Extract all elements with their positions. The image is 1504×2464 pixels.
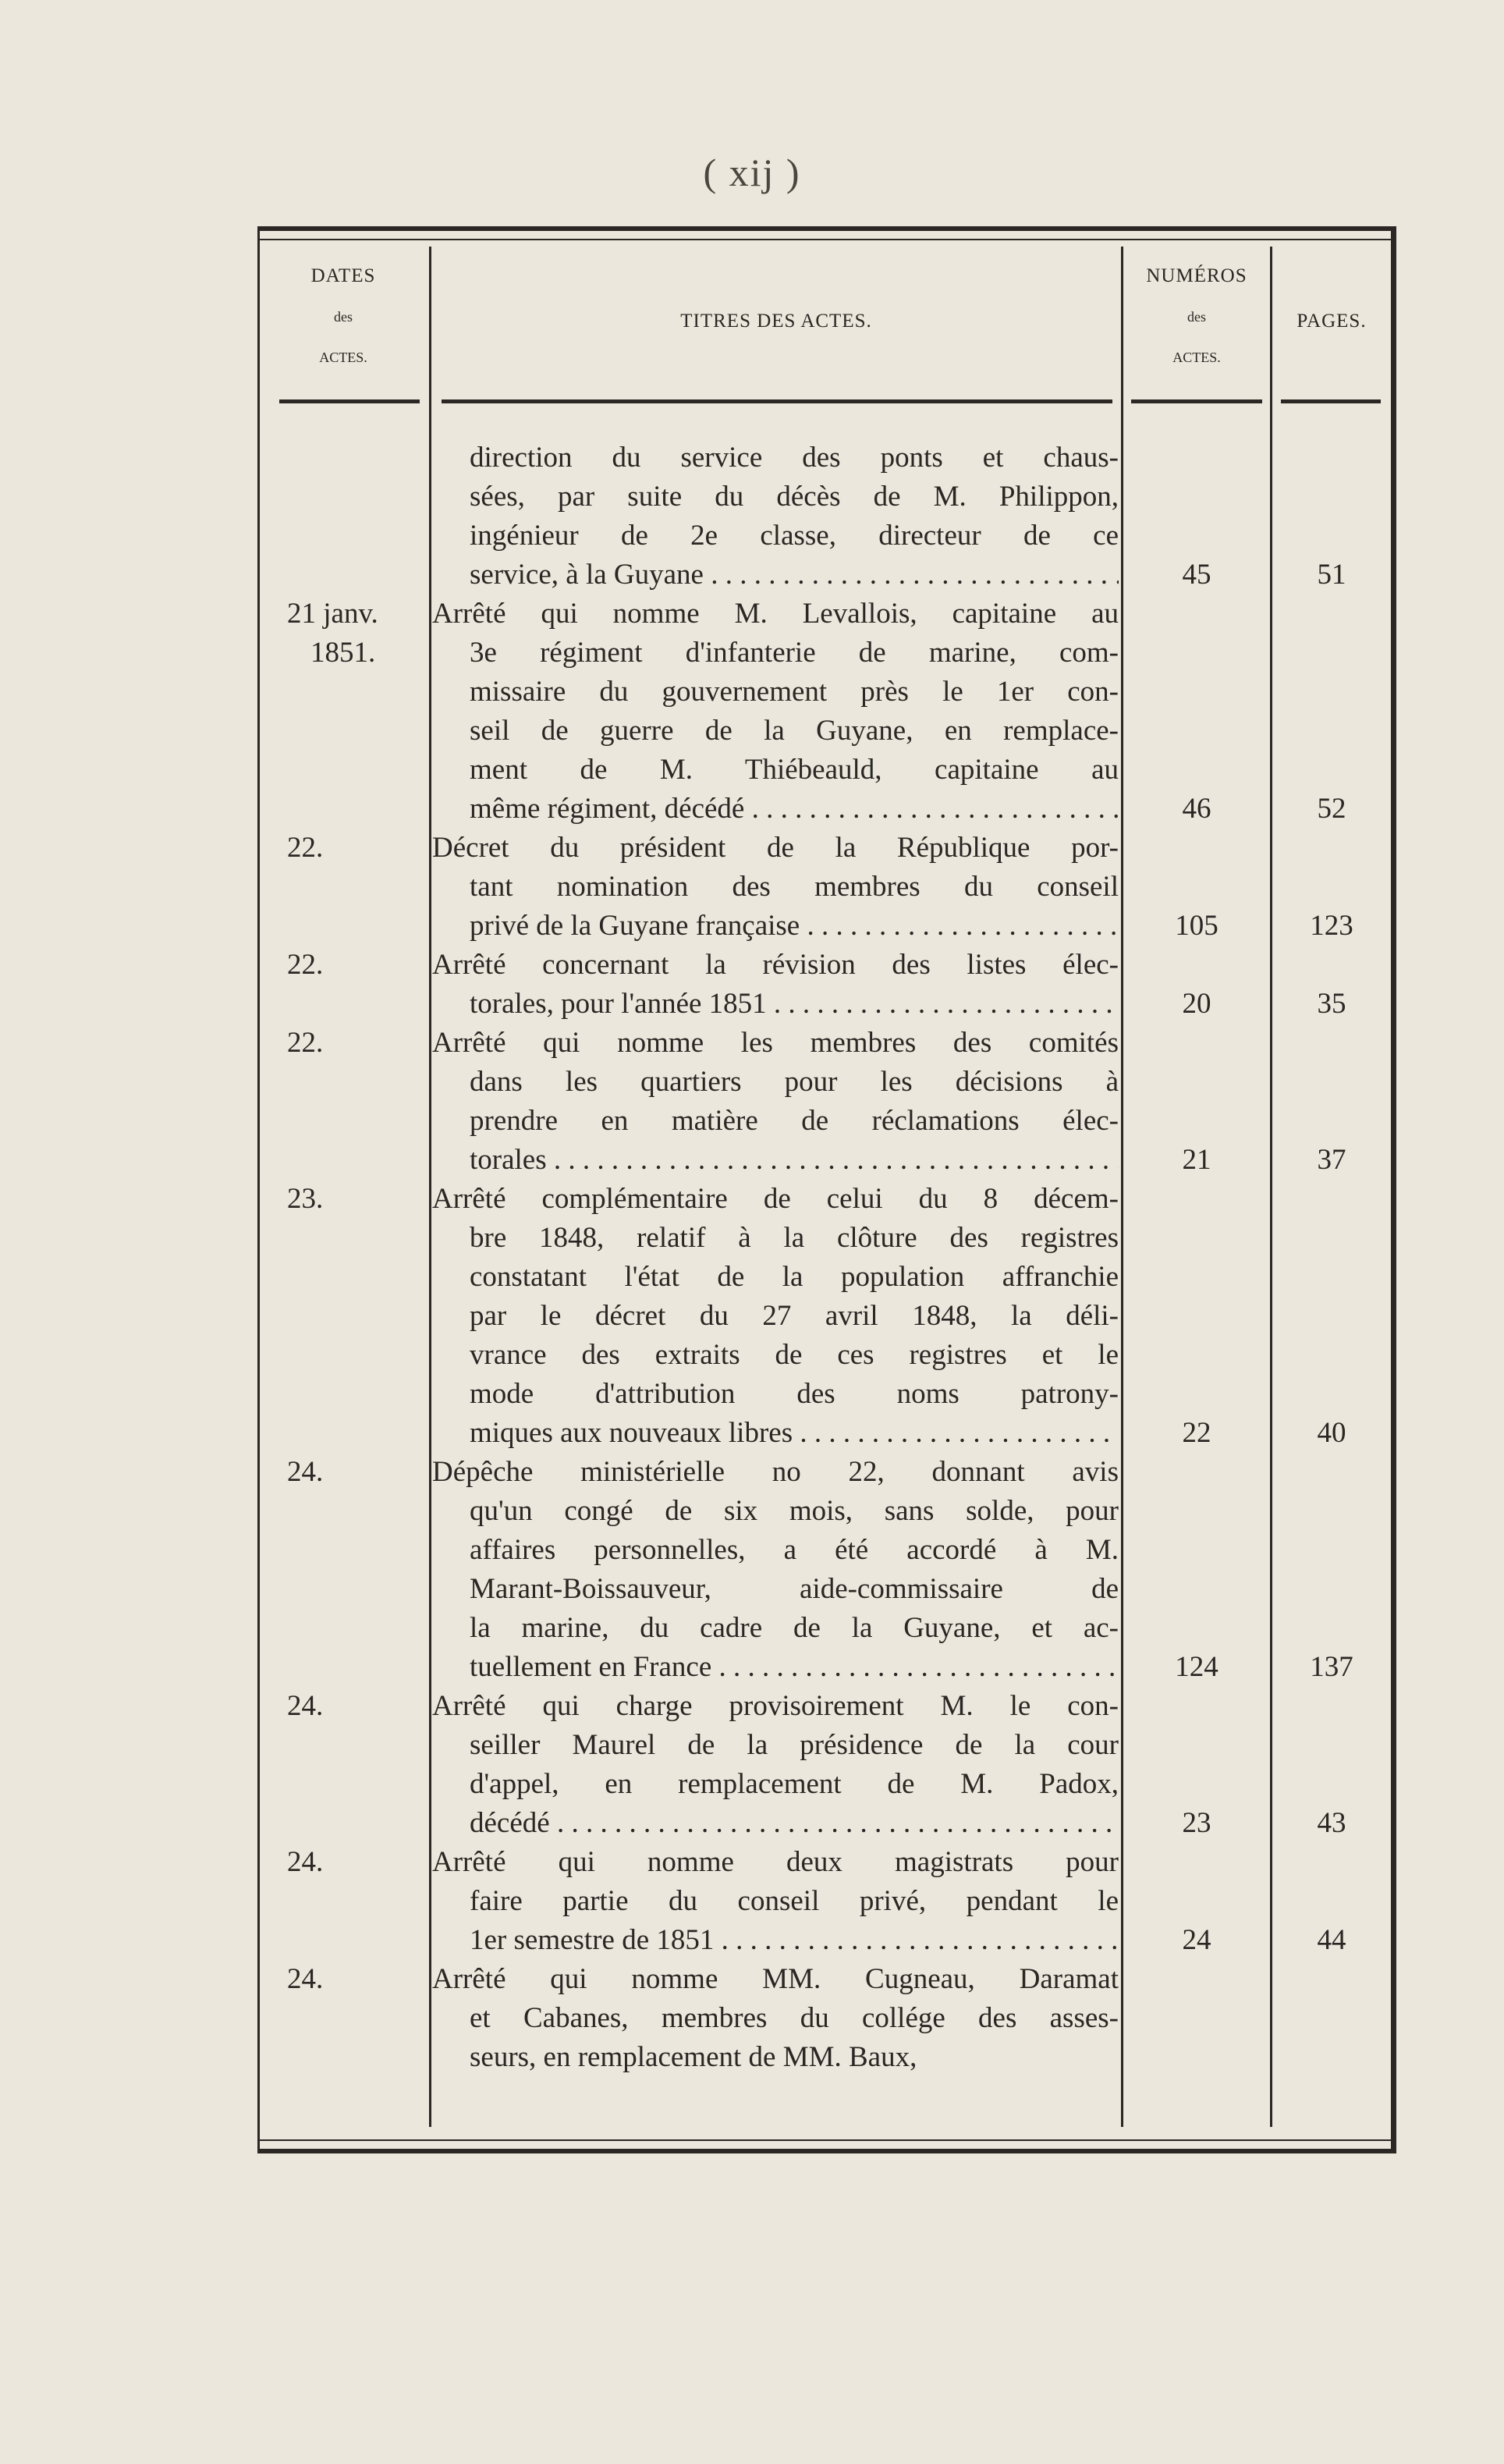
row-title-line (432, 829, 1119, 868)
row-act-number: 21 (1182, 1144, 1211, 1176)
row-title-line (432, 1375, 1119, 1414)
row-date-line: 24. (287, 1690, 324, 1722)
row-title-line (432, 1570, 1119, 1609)
row-page-number: 43 (1317, 1807, 1346, 1839)
table-right-border (1391, 226, 1396, 2153)
row-title-line (432, 907, 1119, 946)
table-top-rule (257, 226, 1396, 240)
row-title-line (432, 712, 1119, 751)
row-title-text: 1er semestre de 1851 (470, 1924, 715, 1956)
row-title-text: la marine, du cadre de la Guyane, et ac- (470, 1612, 1119, 1644)
row-title-line (432, 2038, 1119, 2077)
leader-dots (704, 559, 1119, 591)
row-title-text: privé de la Guyane française (470, 910, 800, 942)
row-title-line (432, 1024, 1119, 1063)
leader-dots (711, 1651, 1119, 1683)
column-divider-dates (429, 247, 431, 2127)
row-title-text: seil de guerre de la Guyane, en remplace- (470, 715, 1119, 747)
header-dates (257, 265, 429, 390)
header-numbers-line2: des (1187, 309, 1206, 325)
row-page-number: 40 (1317, 1417, 1346, 1449)
leader-dots (767, 988, 1119, 1020)
row-date-line: 22. (287, 1027, 324, 1059)
row-title-text: seiller Maurel de la présidence de la cour (470, 1729, 1119, 1761)
leader-dots (800, 910, 1119, 942)
acts-table (257, 226, 1396, 2153)
row-date-line (287, 1882, 427, 1921)
row-date-line (287, 868, 427, 907)
row-title-line (432, 1960, 1119, 1999)
row-title-text: 3e régiment d'infanterie de marine, com- (470, 637, 1119, 669)
header-underline-numbers (1131, 399, 1262, 403)
row-title-text: Arrêté qui nomme MM. Cugneau, Daramat (432, 1963, 1119, 1995)
row-title-line (432, 1843, 1119, 1882)
row-date-line (287, 1492, 427, 1531)
row-title-text: Arrêté complémentaire de celui du 8 décem- (432, 1183, 1119, 1215)
row-date-line: 1851. (310, 637, 376, 669)
row-title-line (432, 1999, 1119, 2038)
row-title-text: affaires personnelles, a été accordé à M. (470, 1534, 1119, 1566)
row-title-text: missaire du gouvernement près le 1er con- (470, 676, 1119, 708)
row-title-text: Arrêté qui nomme deux magistrats pour (432, 1846, 1119, 1878)
row-title-text: torales, pour l'année 1851 (470, 988, 767, 1020)
row-act-number: 24 (1182, 1924, 1211, 1956)
row-title-line (432, 1102, 1119, 1141)
row-title-line (432, 517, 1119, 556)
row-date (287, 1687, 427, 1765)
row-act-number: 124 (1175, 1651, 1218, 1683)
row-date-line (287, 1063, 427, 1102)
row-act-number: 105 (1175, 910, 1218, 942)
row-title-text: décédé (470, 1807, 550, 1839)
row-act-number: 23 (1182, 1807, 1211, 1839)
row-title-text: mode d'attribution des noms patrony- (470, 1378, 1119, 1410)
row-title-text: même régiment, décédé (470, 793, 745, 825)
leader-dots (550, 1807, 1119, 1839)
row-title-line (432, 1180, 1119, 1219)
row-title-text: bre 1848, relatif à la clôture des registres (470, 1222, 1119, 1254)
row-act-number: 46 (1182, 793, 1211, 825)
header-pages: PAGES. (1296, 311, 1367, 332)
row-title-line (432, 1609, 1119, 1648)
row-title-line (432, 1648, 1119, 1687)
row-date-line: 24. (287, 1963, 324, 1995)
row-act-number: 45 (1182, 559, 1211, 591)
row-date-line: 22. (287, 949, 324, 981)
row-date (287, 1843, 427, 1921)
row-title-text: Marant-Boissauveur, aide-commissaire de (470, 1573, 1119, 1605)
row-date-line (287, 1726, 427, 1765)
row-date (287, 946, 427, 1024)
row-title-text: Arrêté qui charge provisoirement M. le con- (432, 1690, 1119, 1722)
leader-dots (793, 1417, 1119, 1449)
row-page-number: 52 (1317, 793, 1346, 825)
row-title-line (432, 1492, 1119, 1531)
row-title-text: et Cabanes, membres du collége des asses- (470, 2002, 1119, 2034)
table-left-border (257, 226, 260, 2153)
row-title-text: seurs, en remplacement de MM. Baux, (470, 2041, 917, 2073)
header-underline-pages (1281, 399, 1381, 403)
leader-dots (744, 793, 1119, 825)
row-title-line (432, 1765, 1119, 1804)
leader-dots (547, 1144, 1119, 1176)
row-date (287, 595, 427, 673)
row-title (432, 1453, 1119, 1687)
row-title-line (432, 634, 1119, 673)
row-title-text: prendre en matière de réclamations élec- (470, 1105, 1119, 1137)
row-title-line (432, 1453, 1119, 1492)
row-title-line (432, 985, 1119, 1024)
row-title-line (432, 790, 1119, 829)
row-title (432, 1960, 1119, 2077)
row-title-line (432, 556, 1119, 595)
row-title (432, 438, 1119, 595)
row-title-line (432, 1336, 1119, 1375)
header-dates-line1: DATES (310, 265, 376, 286)
leader-dots (714, 1924, 1119, 1956)
row-title-line (432, 1063, 1119, 1102)
header-numbers (1123, 265, 1270, 390)
row-title-text: constatant l'état de la population affranchie (470, 1261, 1119, 1293)
row-date (287, 1453, 427, 1531)
row-act-number: 20 (1182, 988, 1211, 1020)
row-title-line (432, 946, 1119, 985)
row-title-text: vrance des extraits de ces registres et le (470, 1339, 1119, 1371)
row-title (432, 1024, 1119, 1180)
row-act-number: 22 (1182, 1417, 1211, 1449)
row-title-line (432, 595, 1119, 634)
row-title-line (432, 673, 1119, 712)
row-title-text: Décret du président de la République por- (432, 832, 1119, 864)
row-date-line: 21 janv. (287, 598, 378, 630)
row-title-text: tuellement en France (470, 1651, 712, 1683)
row-date-line: 24. (287, 1846, 324, 1878)
row-date (287, 1180, 427, 1258)
row-title-text: faire partie du conseil privé, pendant le (470, 1885, 1119, 1917)
row-title-line (432, 751, 1119, 790)
row-title-line (432, 1804, 1119, 1843)
header-underline-dates (279, 399, 420, 403)
header-dates-line2: des (334, 309, 353, 325)
row-title (432, 1180, 1119, 1453)
row-title-text: dans les quartiers pour les décisions à (470, 1066, 1119, 1098)
row-title-text: miques aux nouveaux libres (470, 1417, 793, 1449)
row-date-line (287, 985, 427, 1024)
row-title-line (432, 1297, 1119, 1336)
row-title-text: ment de M. Thiébeauld, capitaine au (470, 754, 1119, 786)
row-title (432, 829, 1119, 946)
row-title-line (432, 1141, 1119, 1180)
row-title-line (432, 438, 1119, 478)
row-date (287, 1960, 427, 2038)
row-date-line: 22. (287, 832, 324, 864)
row-title-line (432, 1726, 1119, 1765)
header-dates-line3: ACTES. (319, 350, 367, 365)
row-title-text: Arrêté concernant la révision des listes élec- (432, 949, 1119, 981)
row-title-text: service, à la Guyane (470, 559, 704, 591)
row-title-text: sées, par suite du décès de M. Philippon, (470, 481, 1119, 513)
row-title-text: ingénieur de 2e classe, directeur de ce (470, 520, 1119, 552)
row-title (432, 1687, 1119, 1843)
row-title-line (432, 1882, 1119, 1921)
header-numbers-line3: ACTES. (1172, 350, 1221, 365)
row-title-text: par le décret du 27 avril 1848, la déli- (470, 1300, 1119, 1332)
header-underline-titles (442, 399, 1112, 403)
row-page-number: 44 (1317, 1924, 1346, 1956)
row-date-line (287, 1999, 427, 2038)
row-title-text: Arrêté qui nomme M. Levallois, capitaine au (432, 598, 1119, 630)
row-title-line (432, 478, 1119, 517)
header-numbers-line1: NUMÉROS (1146, 265, 1247, 286)
row-title-line (432, 1921, 1119, 1960)
row-title-line (432, 1687, 1119, 1726)
row-title-line (432, 868, 1119, 907)
row-title-text: qu'un congé de six mois, sans solde, pour (470, 1495, 1119, 1527)
table-bottom-rule (257, 2139, 1396, 2153)
row-date-line (287, 1219, 427, 1258)
row-title-line (432, 1258, 1119, 1297)
page-number: ( xij ) (703, 151, 801, 194)
row-title-text: Arrêté qui nomme les membres des comités (432, 1027, 1119, 1059)
row-title-line (432, 1531, 1119, 1570)
row-title (432, 946, 1119, 1024)
row-date-line: 23. (287, 1183, 324, 1215)
row-page-number: 37 (1317, 1144, 1346, 1176)
column-divider-numbers (1270, 247, 1272, 2127)
row-page-number: 35 (1317, 988, 1346, 1020)
row-title-text: torales (470, 1144, 547, 1176)
row-title-line (432, 1414, 1119, 1453)
row-date-line: 24. (287, 1456, 324, 1488)
row-page-number: 51 (1317, 559, 1346, 591)
row-title-line (432, 1219, 1119, 1258)
row-page-number: 137 (1310, 1651, 1353, 1683)
row-page-number: 123 (1310, 910, 1353, 942)
row-date (287, 1024, 427, 1102)
row-title-text: direction du service des ponts et chaus- (470, 442, 1119, 474)
row-title-text: Dépêche ministérielle no 22, donnant avis (432, 1456, 1119, 1488)
row-date (287, 829, 427, 907)
column-divider-titles (1121, 247, 1123, 2127)
header-titles: TITRES DES ACTES. (680, 311, 872, 332)
row-title (432, 1843, 1119, 1960)
row-title-text: tant nomination des membres du conseil (470, 871, 1119, 903)
row-title (432, 595, 1119, 829)
row-title-text: d'appel, en remplacement de M. Padox, (470, 1768, 1119, 1800)
